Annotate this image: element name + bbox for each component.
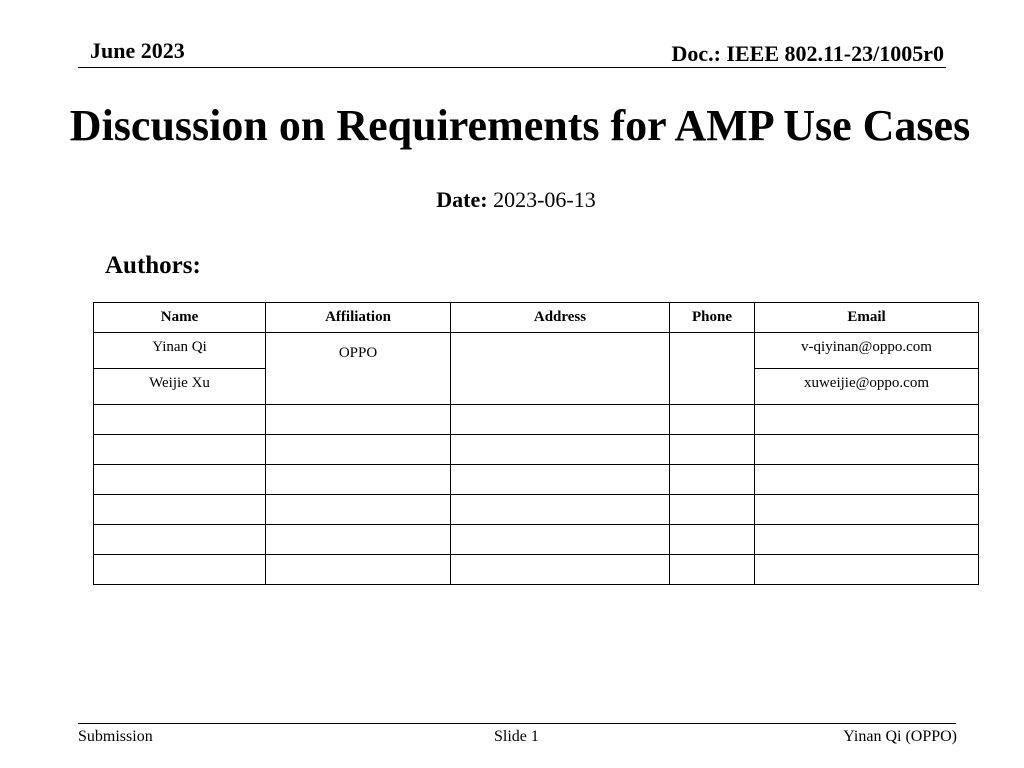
column-header-email: Email (755, 303, 979, 333)
header-doc-id: Doc.: IEEE 802.11-23/1005r0 (671, 41, 944, 66)
author-address (451, 333, 670, 405)
table-row (94, 333, 979, 369)
column-header-name: Name (94, 303, 266, 333)
table-row (94, 435, 979, 465)
table-row (94, 465, 979, 495)
author-email: v-qiyinan@oppo.com (755, 333, 979, 369)
date-line (0, 187, 1024, 213)
date-label: Date: (436, 187, 488, 212)
footer-divider (78, 723, 956, 724)
authors-label: Authors: (105, 252, 201, 279)
footer-submission: Submission (78, 728, 153, 745)
header-divider (78, 67, 946, 68)
author-email: xuweijie@oppo.com (755, 369, 979, 405)
footer-author: Yinan Qi (OPPO) (843, 728, 957, 745)
table-row (94, 495, 979, 525)
author-name: Yinan Qi (94, 333, 266, 369)
author-name: Weijie Xu (94, 369, 266, 405)
author-affiliation: OPPO (266, 333, 451, 405)
table-row (94, 555, 979, 585)
header-date: June 2023 (90, 38, 185, 63)
table-header-row (94, 303, 979, 333)
slide-title: Discussion on Requirements for AMP Use Cases (69, 101, 971, 150)
column-header-phone: Phone (670, 303, 755, 333)
table-row (94, 525, 979, 555)
footer-slide-number: Slide 1 (494, 728, 539, 745)
authors-table (93, 302, 979, 585)
date-value: 2023-06-13 (493, 187, 596, 212)
column-header-address: Address (451, 303, 670, 333)
table-row (94, 405, 979, 435)
author-phone (670, 333, 755, 405)
column-header-affiliation: Affiliation (266, 303, 451, 333)
